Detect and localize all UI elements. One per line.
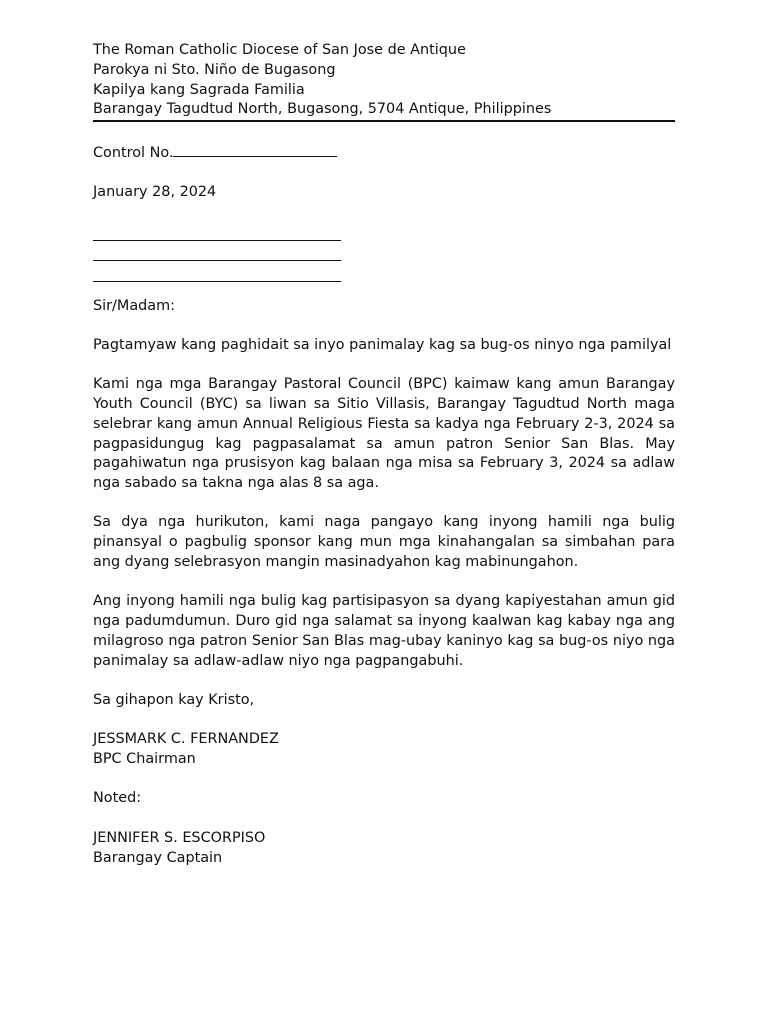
- signatory-name: JESSMARK C. FERNANDEZ: [93, 731, 279, 748]
- recipient-blank-line: [93, 243, 341, 261]
- control-number-blank: [173, 142, 337, 157]
- recipient-blanks: [93, 223, 675, 282]
- signatory-title: BPC Chairman: [93, 751, 196, 768]
- noted-label: Noted:: [93, 790, 142, 807]
- paragraph-request: Sa dya nga hurikuton, kami naga pangayo kang inyong hamili nga bulig pinansyal o pagbulig sponsor kang mun mga kinahangalan sa simbahan para ang dyang selebrasyon mangin masinadyahon kag mabinungahon.: [93, 514, 675, 571]
- signature-block-captain: [93, 829, 675, 869]
- letterhead-parish: Parokya ni Sto. Niño de Bugasong: [93, 61, 336, 78]
- recipient-blank-line: [93, 223, 341, 241]
- signature-block-chairman: [93, 730, 675, 770]
- salutation: Sir/Madam:: [93, 297, 175, 314]
- letterhead-diocese: The Roman Catholic Diocese of San Jose de Antique: [93, 42, 466, 58]
- recipient-blank-line: [93, 264, 341, 282]
- letterhead-address: Barangay Tagudtud North, Bugasong, 5704 Antique, Philippines: [93, 101, 552, 118]
- letter-date: January 28, 2024: [93, 183, 217, 200]
- letterhead: [93, 41, 675, 122]
- paragraph-thanks: Ang inyong hamili nga bulig kag partisipasyon sa dyang kapiyestahan amun gid nga padumdumun. Duro gid nga salamat sa inyong kaalwan kag kabay nga ang milagroso nga patron Senior San Blas mag-ubay kaninyo kag sa bug-os niyo nga panimalay sa adlaw-adlaw niyo nga pagpangabuhi.: [93, 593, 675, 669]
- letterhead-chapel: Kapilya kang Sagrada Familia: [93, 81, 305, 98]
- paragraph-fiesta: Kami nga mga Barangay Pastoral Council (BPC) kaimaw kang amun Barangay Youth Council (BYC) sa liwan sa Sitio Villasis, Barangay Tagudtud North maga selebrar kang amun Annual Religious Fiesta sa kadya nga February 2-3, 2024 sa pagpasidungug kag pagpasalamat sa amun patron Senior San Blas. May pagahiwatun nga prusisyon kag balaan nga misa sa February 3, 2024 sa adlaw nga sabado sa takna nga alas 8 sa aga.: [93, 376, 675, 492]
- control-number: [93, 142, 675, 164]
- closing: Sa gihapon kay Kristo,: [93, 692, 255, 709]
- signatory-name: JENNIFER S. ESCORPISO: [93, 829, 266, 846]
- control-number-label: Control No.: [93, 144, 174, 161]
- signatory-title: Barangay Captain: [93, 849, 223, 866]
- letter-page: [93, 41, 675, 868]
- paragraph-greeting: Pagtamyaw kang paghidait sa inyo panimalay kag sa bug-os ninyo nga pamilyal: [93, 336, 672, 353]
